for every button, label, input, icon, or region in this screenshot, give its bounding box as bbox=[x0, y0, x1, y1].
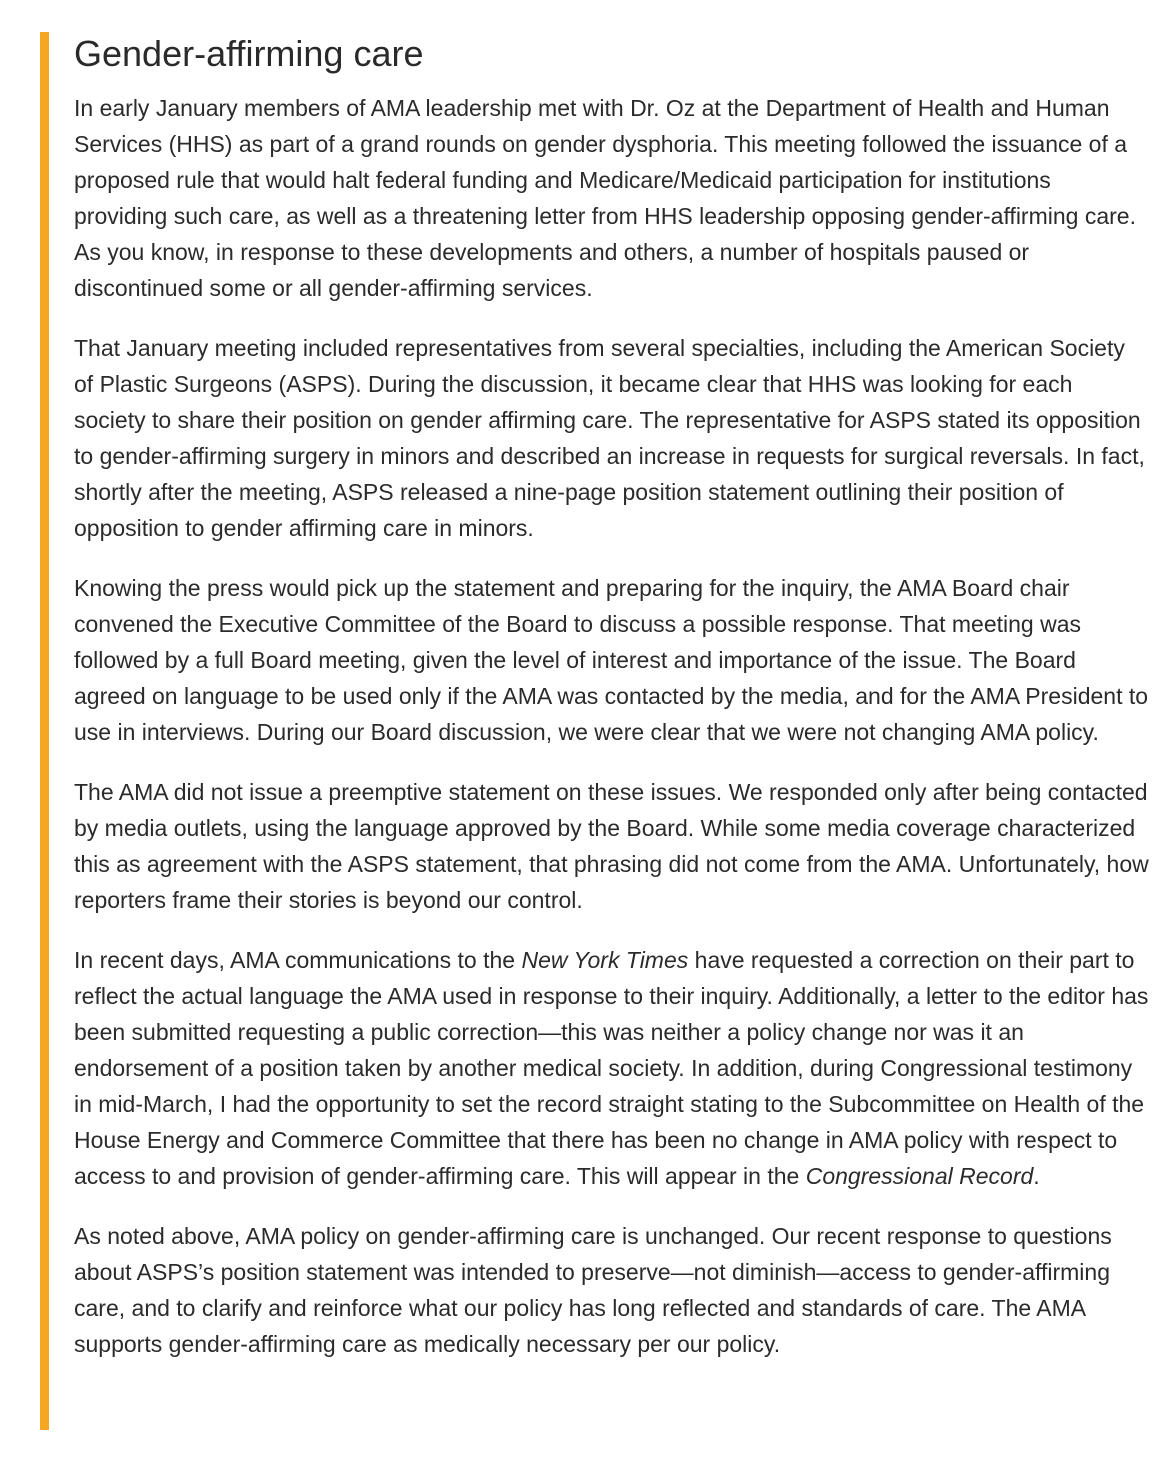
section-title: Gender-affirming care bbox=[74, 33, 424, 74]
paragraph-5-text-a: In recent days, AMA communications to the bbox=[74, 947, 522, 973]
paragraph-4: The AMA did not issue a preemptive statement on these issues. We responded only after being contacted by media outlets, using the language approved by the Board. While some media coverage characterized this as agreement with the ASPS statement, that phrasing did not come from the AMA. Unfortunately, how reporters frame their stories is beyond our control. bbox=[74, 779, 1149, 913]
paragraph-2: That January meeting included representatives from several specialties, including the American Society of Plastic Surgeons (ASPS). During the discussion, it became clear that HHS was looking for each society to share their position on gender affirming care. The representative for ASPS stated its opposition to gender-affirming surgery in minors and described an increase in requests for surgical reversals. In fact, shortly after the meeting, ASPS released a nine-page position statement outlining their position of opposition to gender affirming care in minors. bbox=[74, 335, 1145, 541]
paragraph-1: In early January members of AMA leadership met with Dr. Oz at the Department of Health and Human Services (HHS) as part of a grand rounds on gender dysphoria. This meeting followed the issuance of a proposed rule that would halt federal funding and Medicare/Medicaid participation for institutions providing such care, as well as a threatening letter from HHS leadership opposing gender-affirming care. As you know, in response to these developments and others, a number of hospitals paused or discontinued some or all gender-affirming services. bbox=[74, 95, 1136, 301]
article-section bbox=[40, 32, 1150, 1430]
publication-title: Congressional Record bbox=[805, 1163, 1034, 1189]
paragraph-3: Knowing the press would pick up the statement and preparing for the inquiry, the AMA Board chair convened the Executive Committee of the Board to discuss a possible response. That meeting was followed by a full Board meeting, given the level of interest and importance of the issue. The Board agreed on language to be used only if the AMA was contacted by the media, and for the AMA President to use in interviews. During our Board discussion, we were clear that we were not changing AMA policy. bbox=[74, 575, 1149, 745]
paragraph-6: As noted above, AMA policy on gender-affirming care is unchanged. Our recent response to questions about ASPS’s position statement was intended to preserve—not diminish—access to gender-affirming care, and to clarify and reinforce what our policy has long reflected and standards of care. The AMA supports gender-affirming care as medically necessary per our policy. bbox=[74, 1223, 1112, 1357]
paragraph-5 bbox=[74, 942, 1150, 1194]
paragraph-5-text-c: have requested a correction on their part to reflect the actual language the AMA used in response to their inquiry. Additionally, a letter to the editor has been submitted requesting a public correction—this was neither a policy change nor was it an endorsement of a position taken by another medical society. In addition, during Congressional testimony in mid-March, I had the opportunity to set the record straight stating to the Subcommittee on Health of the House Energy and Commerce Committee that there has been no change in AMA policy with respect to access to and provision of gender-affirming care. This will appear in the bbox=[74, 947, 1149, 1189]
paragraph-5-text-e: . bbox=[1033, 1163, 1040, 1189]
newspaper-title: New York Times bbox=[521, 947, 689, 973]
